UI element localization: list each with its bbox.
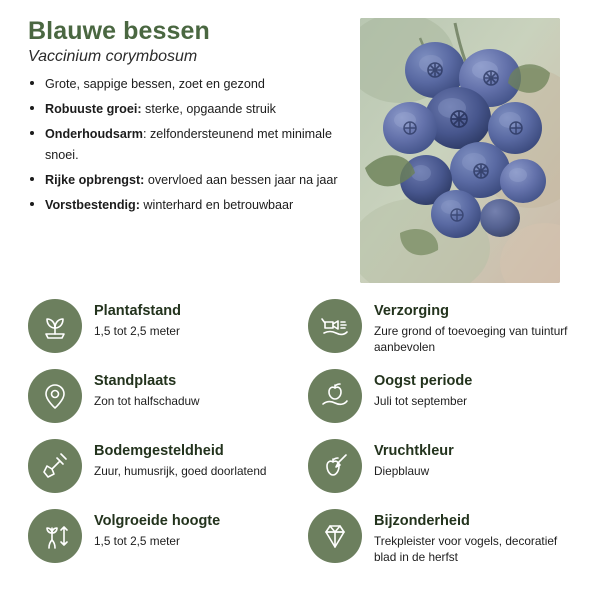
info-desc: Trekpleister voor vogels, decoratief blad in de herfst — [374, 533, 558, 565]
info-title: Plantafstand — [94, 303, 182, 319]
info-title: Oogst periode — [374, 373, 473, 389]
list-item — [28, 124, 346, 165]
info-item-bodemgesteldheid — [28, 437, 300, 499]
header-section — [28, 18, 580, 283]
list-item — [28, 170, 346, 190]
page-title: Blauwe bessen — [28, 17, 210, 45]
plant-sprout-icon — [28, 299, 82, 353]
apple-hand-icon — [308, 369, 362, 423]
list-item — [28, 74, 346, 94]
info-text — [374, 437, 454, 479]
feature-text-2: Onderhoudsarm: zelfondersteunend met minimale snoei. — [45, 127, 332, 162]
info-title: Volgroeide hoogte — [94, 513, 221, 529]
shovel-icon — [28, 439, 82, 493]
info-item-standplaats — [28, 367, 300, 429]
info-desc: 1,5 tot 2,5 meter — [94, 533, 180, 548]
info-item-vruchtkleur — [308, 437, 580, 499]
info-text — [94, 437, 266, 479]
plant-height-arrow-icon — [28, 509, 82, 563]
watering-hand-icon — [308, 299, 362, 353]
list-item — [28, 99, 346, 119]
info-desc: Zon tot halfschaduw — [94, 393, 200, 408]
info-desc: Zuur, humusrijk, goed doorlatend — [94, 463, 267, 478]
info-desc: 1,5 tot 2,5 meter — [94, 323, 180, 338]
header-text-block — [28, 18, 346, 221]
info-text — [94, 507, 220, 549]
info-item-verzorging — [308, 297, 580, 359]
info-item-plantafstand — [28, 297, 300, 359]
apple-brush-icon — [308, 439, 362, 493]
feature-text-0: Grote, sappige bessen, zoet en gezond — [45, 76, 265, 91]
info-title: Bijzonderheid — [374, 513, 470, 529]
feature-text-3: Rijke opbrengst: overvloed aan bessen jaar na jaar — [45, 173, 338, 188]
blueberry-photo — [360, 18, 560, 283]
info-text — [374, 367, 472, 409]
info-desc: Zure grond of toevoeging van tuinturf aanbevolen — [374, 323, 568, 355]
latin-name: Vaccinium corymbosum — [28, 47, 198, 65]
info-text — [94, 367, 200, 409]
info-title: Bodemgesteldheid — [94, 443, 224, 459]
info-grid — [28, 297, 580, 569]
diamond-icon — [308, 509, 362, 563]
info-desc: Diepblauw — [374, 463, 430, 478]
location-pin-icon — [28, 369, 82, 423]
info-text — [94, 297, 181, 339]
info-title: Standplaats — [94, 373, 177, 389]
info-desc: Juli tot september — [374, 393, 468, 408]
feature-text-4: Vorstbestendig: winterhard en betrouwbaar — [45, 198, 294, 213]
info-text — [374, 507, 580, 566]
info-text — [374, 297, 580, 356]
feature-list — [28, 74, 346, 216]
info-title: Vruchtkleur — [374, 443, 454, 459]
list-item — [28, 195, 346, 215]
feature-text-1: Robuuste groei: sterke, opgaande struik — [45, 101, 276, 116]
info-item-bijzonderheid — [308, 507, 580, 569]
info-title: Verzorging — [374, 303, 449, 319]
info-item-volgroeide-hoogte — [28, 507, 300, 569]
info-item-oogst-periode — [308, 367, 580, 429]
